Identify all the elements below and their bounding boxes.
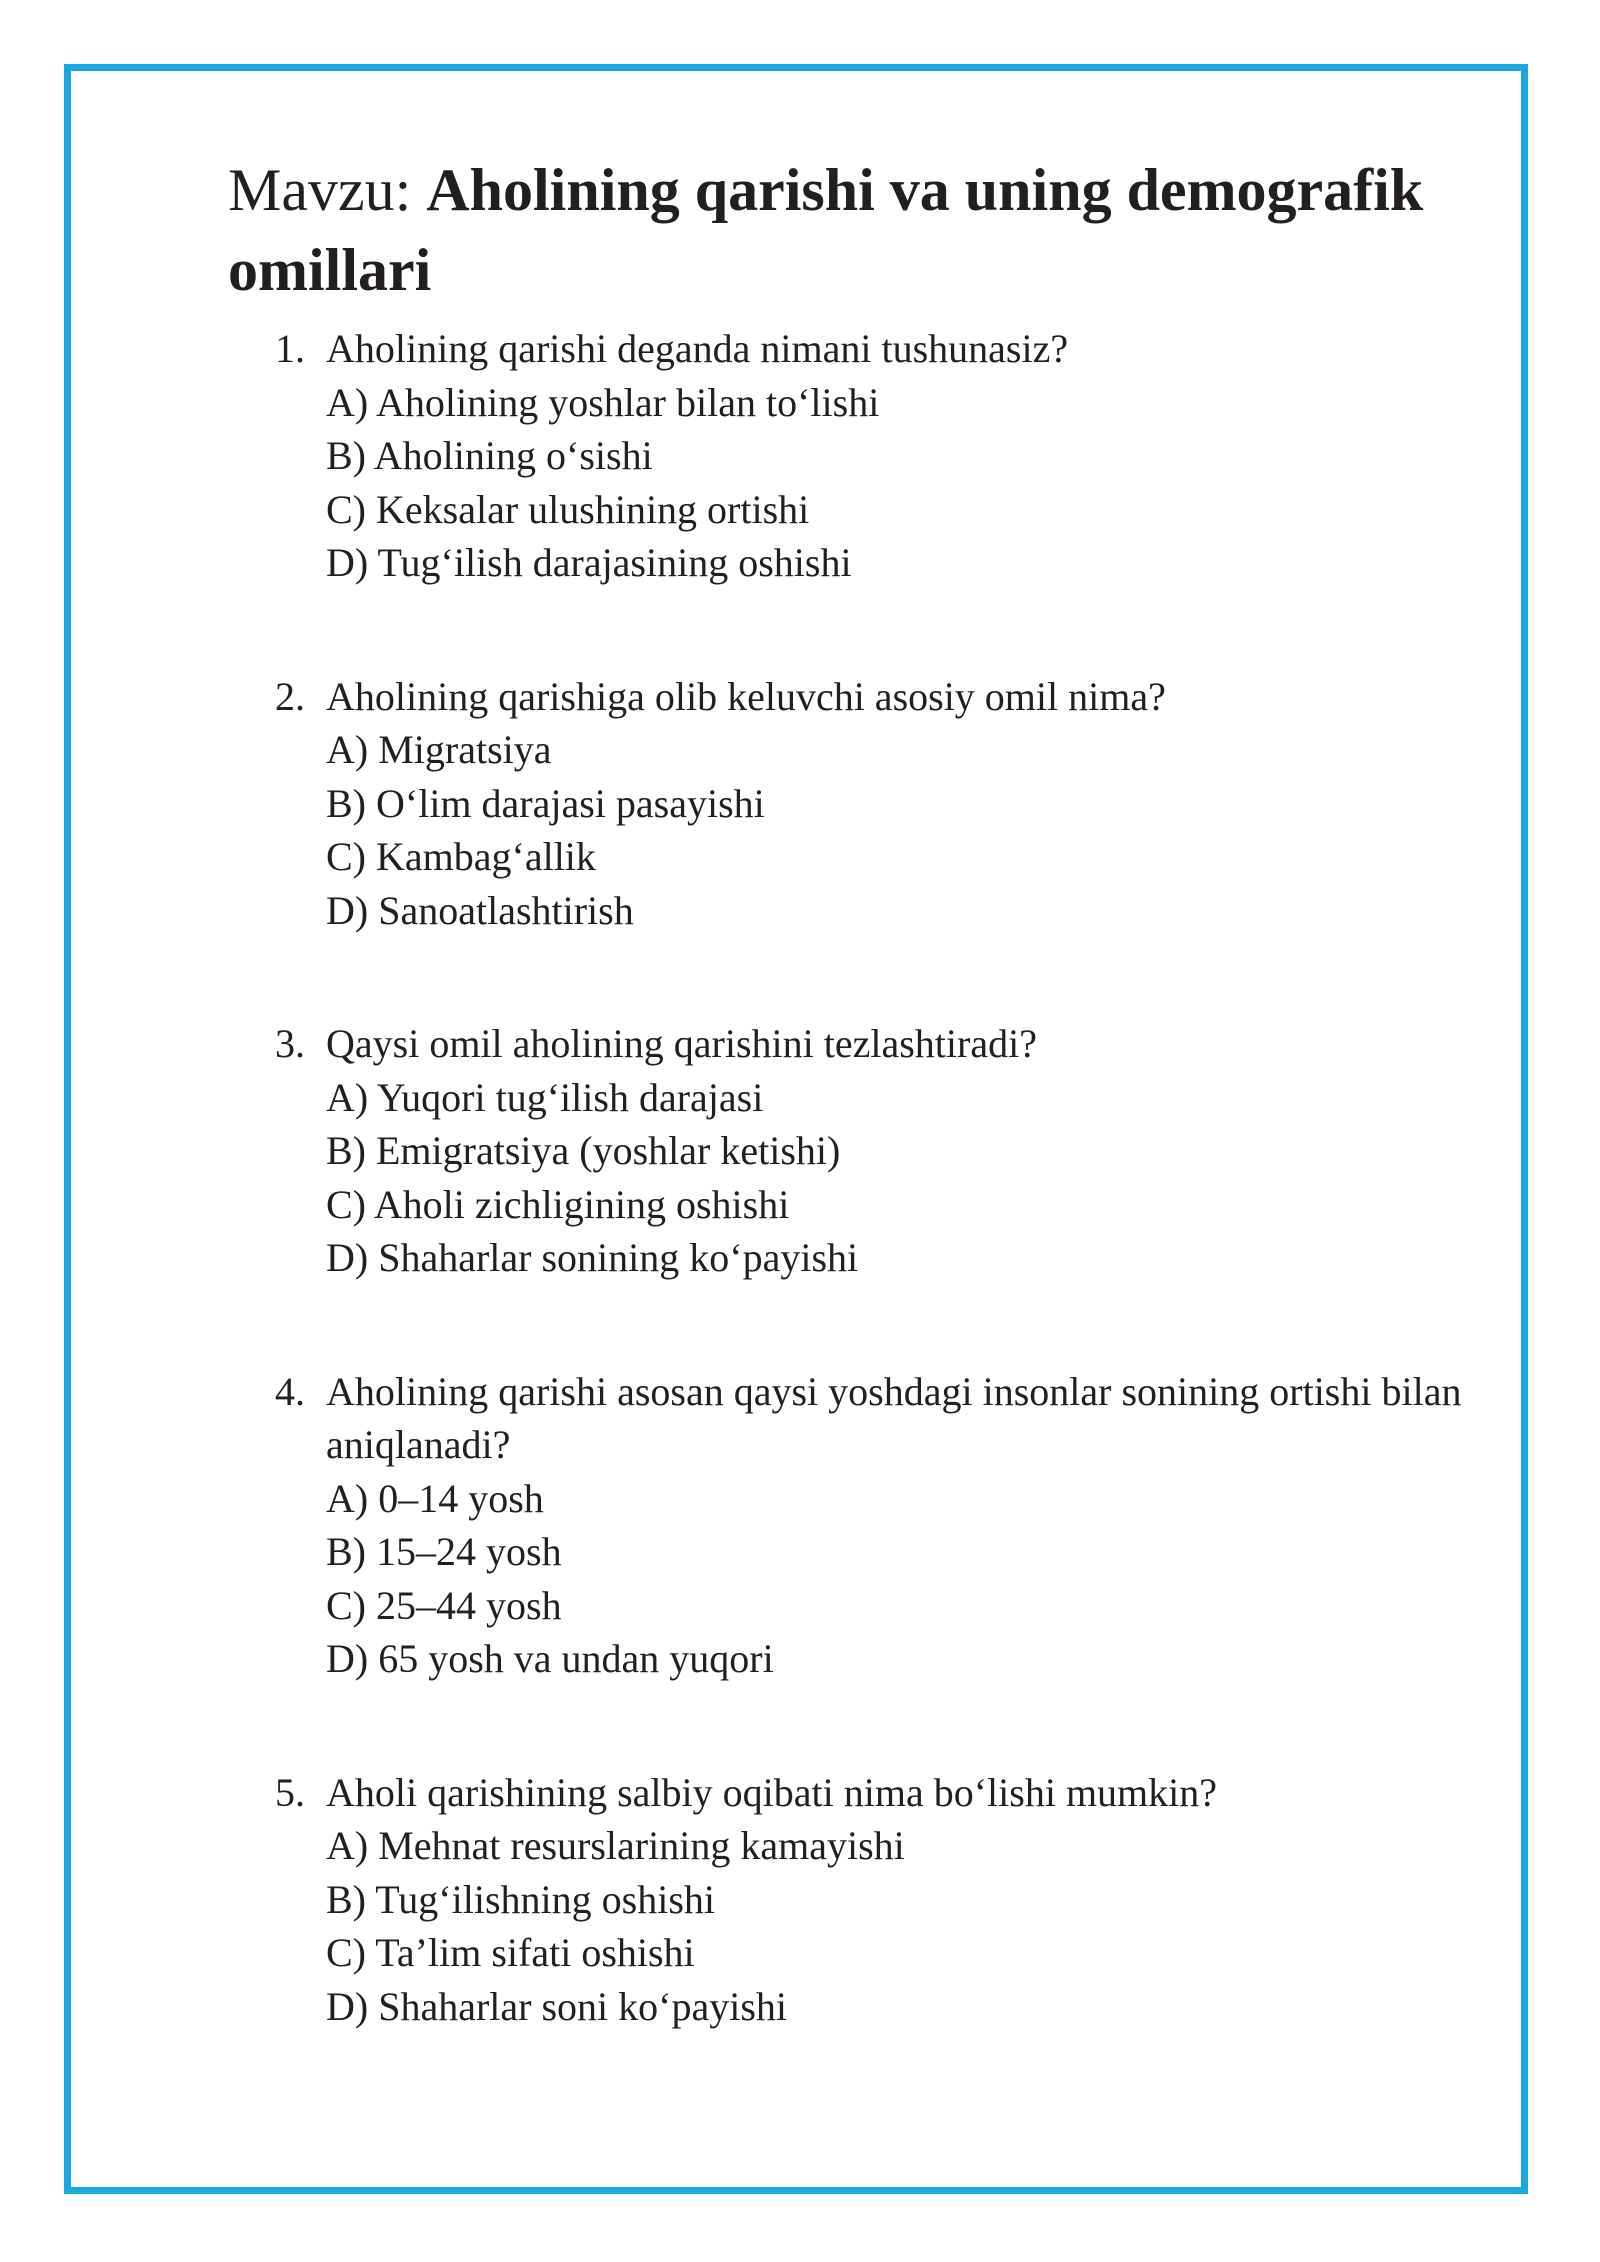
- question-list: [228, 322, 1468, 2033]
- answer-option-a: A) Aholining yoshlar bilan to‘lishi: [326, 379, 880, 425]
- question-text: Qaysi omil aholining qarishini tezlashtiradi?: [326, 1021, 1037, 1066]
- answer-option-c: C) Aholi zichligining oshishi: [326, 1181, 790, 1227]
- answer-option-a: A) 0–14 yosh: [326, 1475, 544, 1521]
- answer-option-b: B) Emigratsiya (yoshlar ketishi): [326, 1128, 841, 1173]
- question-item: [228, 1017, 1468, 1285]
- answer-option-d: D) Tug‘ilish darajasining oshishi: [326, 540, 852, 585]
- answer-option-a: A) Yuqori tug‘ilish darajasi: [326, 1074, 764, 1120]
- worksheet-content: [228, 150, 1468, 2113]
- question-number: 2.: [275, 673, 305, 719]
- answer-option-a: A) Migratsiya: [326, 727, 552, 772]
- question-number: 3.: [275, 1021, 305, 1066]
- answer-option-b: B) Tug‘ilishning oshishi: [326, 1876, 716, 1922]
- answer-option-d: D) Shaharlar sonining ko‘payishi: [326, 1235, 859, 1280]
- answer-options: [326, 1071, 1468, 1285]
- question-item: [228, 322, 1468, 590]
- question-number: 4.: [275, 1368, 305, 1414]
- answer-options: [326, 723, 1468, 937]
- answer-option-b: B) Aholining o‘sishi: [326, 433, 653, 478]
- answer-option-b: B) 15–24 yosh: [326, 1529, 562, 1574]
- answer-options: [326, 1472, 1468, 1686]
- title-prefix: Mavzu:: [228, 157, 427, 223]
- answer-option-d: D) 65 yosh va undan yuqori: [326, 1636, 774, 1681]
- question-item: [228, 670, 1468, 938]
- question-text: Aholining qarishi deganda nimani tushunasiz?: [326, 326, 1069, 371]
- question-text: Aholining qarishi asosan qaysi yoshdagi insonlar sonining ortishi bilan aniqlanadi?: [326, 1368, 1462, 1467]
- question-item: [228, 1766, 1468, 2034]
- answer-option-c: C) Keksalar ulushining ortishi: [326, 486, 810, 532]
- answer-options: [326, 376, 1468, 590]
- answer-option-b: B) O‘lim darajasi pasayishi: [326, 780, 765, 826]
- answer-option-d: D) Shaharlar soni ko‘payishi: [326, 1983, 788, 2029]
- answer-options: [326, 1819, 1468, 2033]
- answer-option-c: C) 25–44 yosh: [326, 1582, 562, 1628]
- question-text: Aholining qarishiga olib keluvchi asosiy omil nima?: [326, 673, 1166, 719]
- answer-option-d: D) Sanoatlashtirish: [326, 887, 634, 933]
- question-text: Aholi qarishining salbiy oqibati nima bo‘lishi mumkin?: [326, 1769, 1218, 1815]
- answer-option-a: A) Mehnat resurslarining kamayishi: [326, 1823, 905, 1868]
- question-number: 1.: [275, 326, 305, 371]
- answer-option-c: C) Ta’lim sifati oshishi: [326, 1930, 695, 1975]
- answer-option-c: C) Kambag‘allik: [326, 834, 596, 879]
- page-title: [228, 150, 1468, 310]
- title-topic: Aholining qarishi va uning demografik omillari: [228, 157, 1424, 303]
- question-item: [228, 1365, 1468, 1686]
- question-number: 5.: [275, 1769, 305, 1815]
